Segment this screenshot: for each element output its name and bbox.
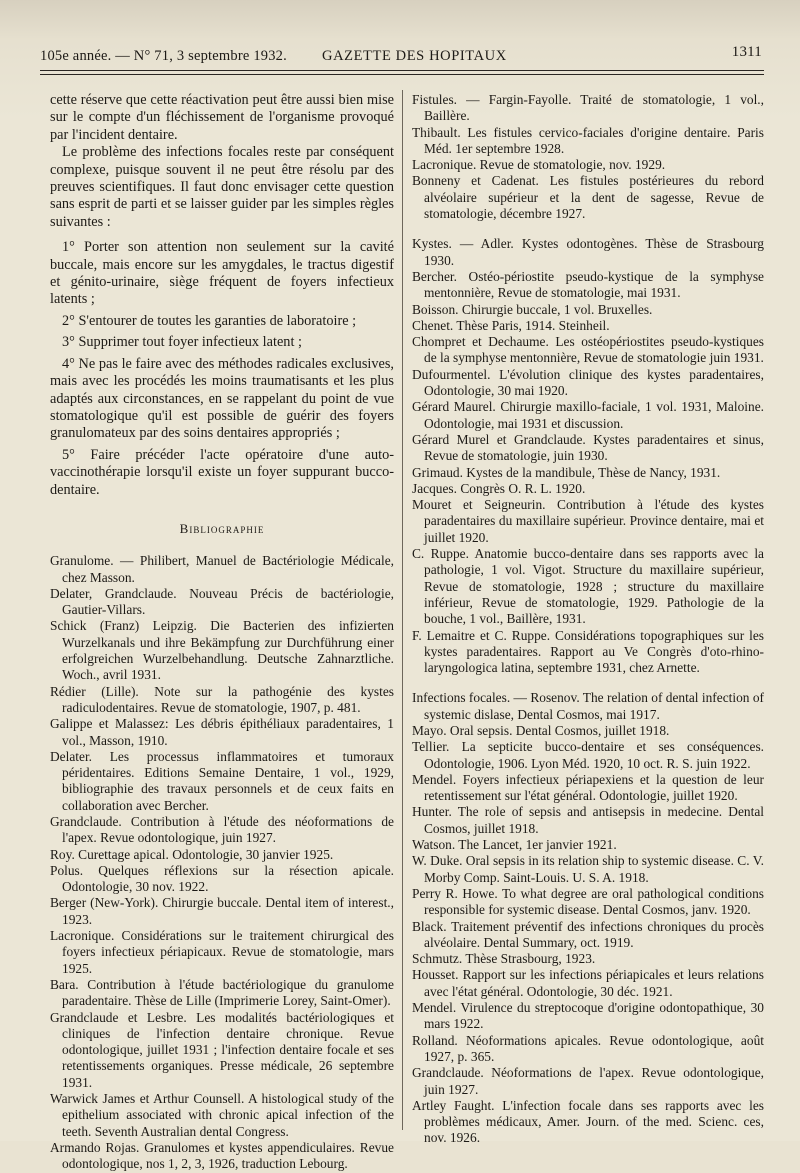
section-infections-focales	[412, 690, 764, 1146]
bib-entry: Gérard Murel et Grandclaude. Kystes paradentaires et sinus, Revue de stomatologie, juin 1930.	[412, 431, 764, 464]
bib-entry: Gérard Maurel. Chirurgie maxillo-faciale, 1 vol. 1931, Maloine. Odontologie, mai 1931 et discussion.	[412, 399, 764, 431]
bib-entry: Schick (Franz) Leipzig. Die Bacterien des infizierten Wurzelkanals und ihre Bekämpfung zur Durchführung einer erfolgreichen Wurzelbehandlung. Deutsche Zahnarztliche. Woch., avril 1931.	[50, 618, 394, 683]
bib-entry: Grandclaude. Néoformations de l'apex. Revue odontologique, juin 1927.	[412, 1065, 764, 1097]
bib-entry: Mouret et Seigneurin. Contribution à l'étude des kystes paradentaires du maxillaire supérieur. Province dentaire, mai et juillet 1920.	[412, 497, 764, 545]
bib-entry: F. Lemaitre et C. Ruppe. Considérations topographiques sur les kystes paradentaires. Rapport au Ve Congrès d'oto-rhino-laryngologica latina, septembre 1931, chez Arnette.	[412, 627, 764, 676]
right-column	[412, 92, 764, 1147]
bib-entry: Mayo. Oral sepsis. Dental Cosmos, juillet 1918.	[412, 722, 670, 738]
rule-item: 4° Ne pas le faire avec des méthodes radicales exclusives, mais avec les procédés les moins traumatisants et les plus adaptés aux circonstances, en se rappelant du point de vue stomatologique qu'il est possible de guérir des foyers granulomateux par des soins dentaires appropriés ;	[50, 355, 394, 442]
bibliography-list	[50, 553, 394, 1172]
section-fistules	[412, 92, 764, 222]
bib-entry: Armando Rojas. Granulomes et kystes appendiculaires. Revue odontologique, nos 1, 2, 3, 1926, traduction Lebourg.	[50, 1139, 394, 1172]
bib-entry: Artley Faught. L'infection focale dans ses rapports avec les problèmes médicaux, Amer. Journ. of the med. Scienc. ces, nov. 1926.	[412, 1097, 764, 1146]
bib-entry: Rédier (Lille). Note sur la pathogénie des kystes radiculodentaires. Revue de stomatologie, 1907, p. 481.	[50, 683, 394, 715]
bib-entry: Fistules. — Fargin-Fayolle. Traité de stomatologie, 1 vol., Baillère.	[412, 92, 764, 124]
bib-entry: Tellier. La septicite bucco-dentaire et ses conséquences. Odontologie, 1906. Lyon Méd. 1920, 10 oct. R. S. juin 1922.	[412, 739, 764, 771]
bib-entry: Warwick James et Arthur Counsell. A histological study of the epithelium associated with chronic apical infection of the teeth. Seventh Australian dental Congress.	[50, 1091, 394, 1139]
column-divider	[402, 90, 403, 1130]
bib-entry: Watson. The Lancet, 1er janvier 1921.	[412, 837, 617, 853]
rule-item: 2° S'entourer de toutes les garanties de laboratoire ;	[62, 312, 357, 329]
bib-entry: Hunter. The role of sepsis and antisepsis in medecine. Dental Cosmos, juillet 1918.	[412, 804, 764, 836]
bib-entry: Black. Traitement préventif des infections chroniques du procès alvéolaire. Dental Summary, oct. 1919.	[412, 918, 764, 950]
header-rule	[40, 70, 764, 71]
bib-entry: Bara. Contribution à l'étude bactériologique du granulome paradentaire. Thèse de Lille (Imprimerie Lorey, Saint-Omer).	[50, 976, 394, 1009]
bib-entry: Perry R. Howe. To what degree are oral pathological conditions responsible for systemic disease. Dental Cosmos, janv. 1920.	[412, 885, 764, 918]
bib-entry: Granulome. — Philibert, Manuel de Bactériologie Médicale, chez Masson.	[50, 553, 394, 585]
page-number: 1311	[731, 44, 762, 60]
bibliography-heading: Bibliographie	[179, 520, 265, 536]
bib-entry: Delater. Les processus inflammatoires et tumoraux péridentaires. Editions Semaine Dentaire, 1 vol., 1929, bibliographie des travaux personnels et de ceux faits en collaboration avec Bercher.	[50, 748, 394, 813]
bib-entry: Chompret et Dechaume. Les ostéopériostites pseudo-kystiques de la symphyse mentonnière, Revue de stomatologie juin 1931.	[412, 334, 764, 366]
bib-entry: Rolland. Néoformations apicales. Revue odontologique, août 1927, p. 365.	[412, 1032, 764, 1064]
bib-entry: Roy. Curettage apical. Odontologie, 30 janvier 1925.	[50, 846, 334, 862]
journal-title: GAZETTE DES HOPITAUX	[322, 48, 507, 64]
bib-entry: Boisson. Chirurgie buccale, 1 vol. Bruxelles.	[412, 301, 653, 317]
bib-entry: W. Duke. Oral sepsis in its relation ship to systemic disease. C. V. Morby Comp. Saint-Louis. U. S. A. 1918.	[412, 853, 764, 885]
bib-entry: Chenet. Thèse Paris, 1914. Steinheil.	[412, 317, 610, 333]
bib-entry: Grandclaude. Contribution à l'étude des néoformations de l'apex. Revue odontologique, juin 1927.	[50, 813, 394, 846]
issue-info: 105e année. — N° 71, 3 septembre 1932.	[40, 48, 287, 64]
header-rule-thin	[40, 74, 764, 75]
left-column	[50, 92, 394, 1173]
bib-entry: Dufourmentel. L'évolution clinique des kystes paradentaires, Odontologie, 30 mai 1920.	[412, 366, 764, 399]
section-kystes	[412, 236, 764, 676]
bib-entry: Berger (New-York). Chirurgie buccale. Dental item of interest., 1923.	[50, 895, 394, 927]
bib-entry: Lacronique. Considérations sur le traitement chirurgical des foyers infectieux périapicaux. Revue de stomatologie, mars 1925.	[50, 928, 394, 976]
bib-entry: Kystes. — Adler. Kystes odontogènes. Thèse de Strasbourg 1930.	[412, 236, 764, 268]
paragraph: cette réserve que cette réactivation peut être aussi bien mise sur le compte d'un fléchissement de l'organisme provoqué par l'incident dentaire.	[50, 92, 394, 143]
bib-entry: Delater, Grandclaude. Nouveau Précis de bactériologie, Gautier-Villars.	[50, 585, 394, 618]
bib-entry: Mendel. Foyers infectieux périapexiens et la question de leur retentissement sur l'état général. Odontologie, juillet 1920.	[412, 771, 764, 804]
bib-entry: Bonneny et Cadenat. Les fistules postérieures du rebord alvéolaire supérieur et la dent de sagesse, Revue de stomatologie, décembre 1927.	[412, 173, 764, 222]
bib-entry: Galippe et Malassez: Les débris épithéliaux paradentaires, 1 vol., Masson, 1910.	[50, 716, 394, 748]
bib-entry: Grimaud. Kystes de la mandibule, Thèse de Nancy, 1931.	[412, 464, 721, 480]
bib-entry: Polus. Quelques réflexions sur la résection apicale. Odontologie, 30 nov. 1922.	[50, 862, 394, 895]
bib-entry: Schmutz. Thèse Strasbourg, 1923.	[412, 951, 596, 967]
bib-entry: Housset. Rapport sur les infections périapicales et leurs relations avec l'état général. Odontologie, 30 déc. 1921.	[412, 967, 764, 999]
paragraph: Le problème des infections focales reste par conséquent complexe, puisque souvent il ne peut être résolu par des preuves scientifiques. Il faut donc envisager cette question sans esprit de parti et se laisser guider par les simples règles suivantes :	[50, 144, 394, 230]
bib-entry: Lacronique. Revue de stomatologie, nov. 1929.	[412, 157, 666, 173]
bib-entry: Grandclaude et Lesbre. Les modalités bactériologiques et cliniques de l'infection dentaire chronique. Revue odontologique, juillet 1931 ; l'infection dentaire focale et ses retentissements organiques. Presse médicale, 26 septembre 1931.	[50, 1009, 394, 1090]
bib-entry: Bercher. Ostéo-périostite pseudo-kystique de la symphyse mentonnière, Revue de stomatologie, mai 1931.	[412, 268, 764, 301]
rule-item: 5° Faire précéder l'acte opératoire d'une auto-vaccinothérapie lorsqu'il existe un foyer suppurant bucco-dentaire.	[50, 446, 394, 498]
bib-entry: Jacques. Congrès O. R. L. 1920.	[412, 480, 586, 496]
bib-entry: Thibault. Les fistules cervico-faciales d'origine dentaire. Paris Méd. 1er septembre 1928.	[412, 124, 764, 156]
bib-entry: C. Ruppe. Anatomie bucco-dentaire dans ses rapports avec la pathologie, 1 vol. Vigot. Structure du maxillaire supérieur, Revue de stomatologie, 1928 ; structure du maxillaire inférieur, Revue de stomatologie, 1929. Pathologie de la bouche, 1 vol., Baillère, 1931.	[412, 546, 764, 627]
rule-item: 1° Porter son attention non seulement sur la cavité buccale, mais encore sur les amygdales, le tractus digestif et génito-urinaire, siège fréquent de foyers infectieux latents ;	[50, 239, 394, 308]
rule-item: 3° Supprimer tout foyer infectieux latent ;	[62, 334, 302, 351]
bib-entry: Mendel. Virulence du streptocoque d'origine odontopathique, 30 mars 1922.	[412, 1000, 764, 1032]
page-header	[40, 44, 762, 70]
bib-entry: Infections focales. — Rosenov. The relation of dental infection of systemic dislase, Dental Cosmos, mai 1917.	[412, 690, 764, 722]
